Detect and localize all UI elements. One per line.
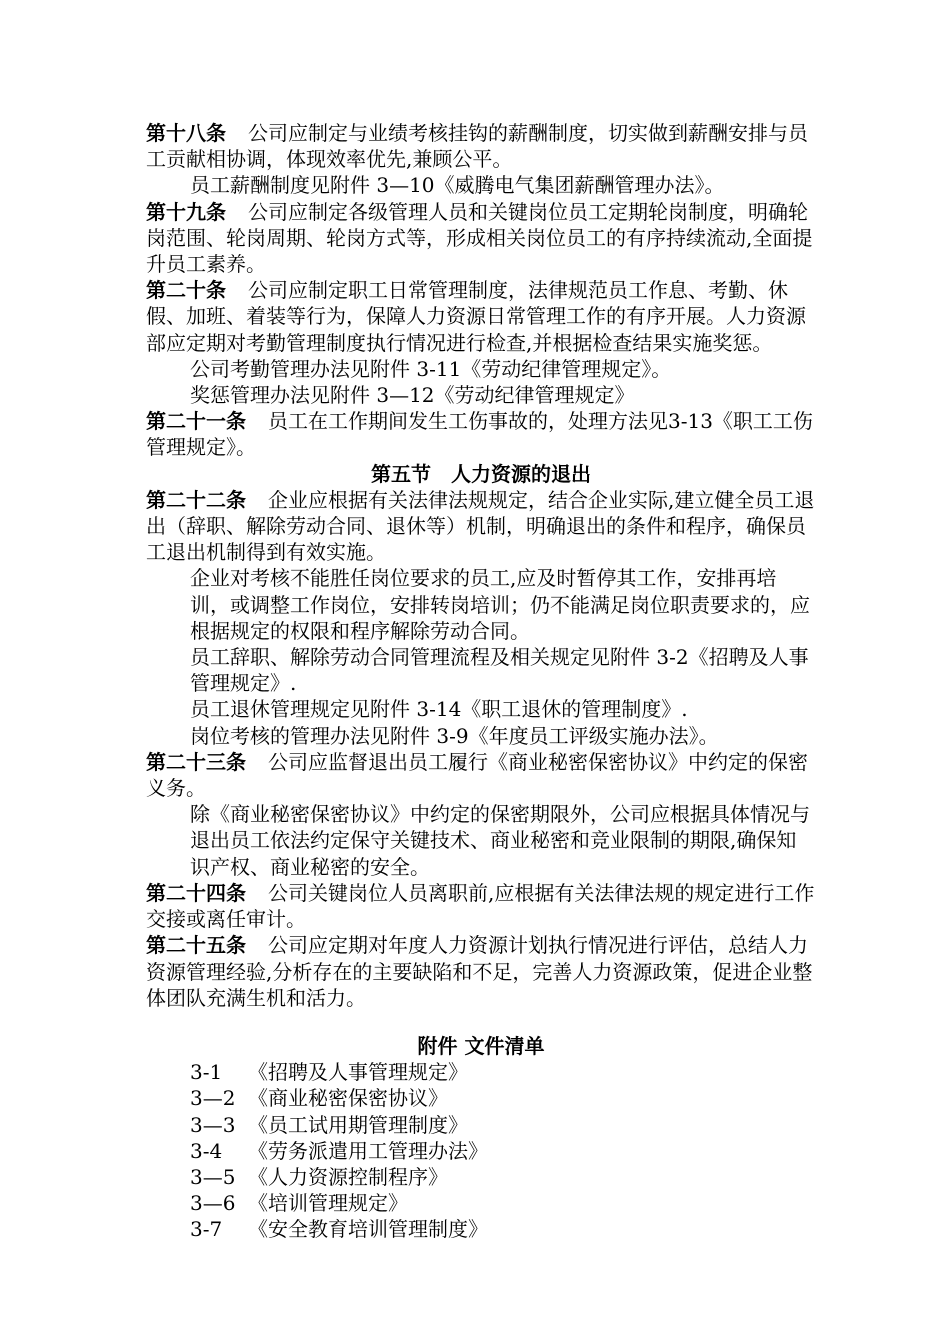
annex-item-number: 3—5 [190,1164,236,1189]
body-paragraph: 员工薪酬制度见附件 3—10《威腾电气集团薪酬管理办法》。 [190,173,725,198]
body-paragraph: 岗位考核的管理办法见附件 3-9《年度员工评级实施办法》。 [190,723,719,748]
article-text: 公司应制定职工日常管理制度，法律规范员工作息、考勤、休假、加班、着装等行为，保障人力资源日常管理工作的有序开展。人力资源部应定期对考勤管理制度执行情况进行检查,并根据检查结果实施奖惩。 [146,278,806,355]
body-paragraph: 企业对考核不能胜任岗位要求的员工,应及时暂停其工作，安排再培训，或调整工作岗位，安排转岗培训；仍不能满足岗位职责要求的，应根据规定的权限和程序解除劳动合同。 [190,566,810,643]
article-paragraph [146,880,816,932]
annex-item-number: 3—6 [190,1191,236,1216]
article-label: 第二十条 [146,278,226,303]
article-text: 公司应定期对年度人力资源计划执行情况进行评估，总结人力资源管理经验,分析存在的主要缺陷和不足，完善人力资源政策，促进企业整体团队充满生机和活力。 [146,933,813,1010]
article-label: 第十八条 [146,121,226,145]
annex-list-item [146,1190,816,1216]
article-paragraph [146,199,816,278]
section-heading: 第五节 人力资源的退出 [371,461,591,486]
article-text: 公司关键岗位人员离职前,应根据有关法律法规的规定进行工作交接或离任审计。 [146,880,815,932]
body-paragraph: 员工辞职、解除劳动合同管理流程及相关规定见附件 3-2《招聘及人事管理规定》. [190,645,809,696]
article-text: 公司应监督退出员工履行《商业秘密保密协议》中约定的保密义务。 [146,749,808,801]
annex-item-title: 《培训管理规定》 [248,1191,408,1216]
annex-item-title: 《劳务派遣用工管理办法》 [248,1138,488,1163]
article-label: 第二十五条 [146,933,246,958]
article-text: 公司应制定与业绩考核挂钩的薪酬制度，切实做到薪酬安排与员工贡献相协调，体现效率优先,兼顾公平。 [146,121,808,172]
annex-item-number: 3—2 [190,1086,236,1111]
annex-item-title: 《人力资源控制程序》 [248,1164,448,1189]
article-paragraph [146,932,816,1011]
article-paragraph [146,120,816,172]
annex-item-number: 3-7 [190,1217,223,1242]
article-text: 员工在工作期间发生工伤事故的，处理方法见3-13《职工工伤管理规定》。 [146,409,813,460]
body-paragraph: 奖惩管理办法见附件 3—12《劳动纪律管理规定》 [190,383,635,408]
body-paragraph: 公司考勤管理办法见附件 3-11《劳动纪律管理规定》。 [190,356,672,381]
article-text: 公司应制定各级管理人员和关键岗位员工定期轮岗制度，明确轮岗范围、轮岗周期、轮岗方式等，形成相关岗位员工的有序持续流动,全面提升员工素养。 [146,199,813,277]
article-label: 第十九条 [146,199,226,224]
article-text: 企业应根据有关法律法规规定，结合企业实际,建立健全员工退出（辞职、解除劳动合同、退休等）机制，明确退出的条件和程序，确保员工退出机制得到有效实施。 [146,487,815,565]
article-paragraph [146,408,816,460]
annex-section [146,1033,816,1243]
document-body [146,120,816,1243]
annex-list [146,1059,816,1242]
document-content [146,120,816,1011]
annex-title: 附件 文件清单 [417,1033,545,1058]
article-label: 第二十一条 [146,409,246,434]
article-label: 第二十四条 [146,880,246,905]
annex-item-number: 3—3 [190,1112,236,1137]
annex-list-item [146,1164,816,1190]
annex-item-title: 《安全教育培训管理制度》 [248,1217,488,1242]
annex-item-title: 《招聘及人事管理规定》 [248,1060,468,1085]
article-paragraph [146,749,816,801]
body-paragraph: 除《商业秘密保密协议》中约定的保密期限外，公司应根据具体情况与退出员工依法约定保守关键技术、商业秘密和竞业限制的期限,确保知识产权、商业秘密的安全。 [190,802,810,879]
annex-list-item [146,1112,816,1138]
body-paragraph: 员工退休管理规定见附件 3-14《职工退休的管理制度》. [190,697,688,722]
article-label: 第二十三条 [146,749,246,774]
annex-list-item [146,1216,816,1242]
article-paragraph [146,277,816,356]
annex-item-number: 3-1 [190,1060,223,1085]
annex-item-title: 《员工试用期管理制度》 [248,1112,468,1137]
annex-list-item [146,1138,816,1164]
annex-item-number: 3-4 [190,1138,223,1163]
annex-item-title: 《商业秘密保密协议》 [248,1086,448,1111]
annex-list-item [146,1059,816,1085]
article-label: 第二十二条 [146,487,246,512]
article-paragraph [146,487,816,566]
annex-list-item [146,1085,816,1111]
